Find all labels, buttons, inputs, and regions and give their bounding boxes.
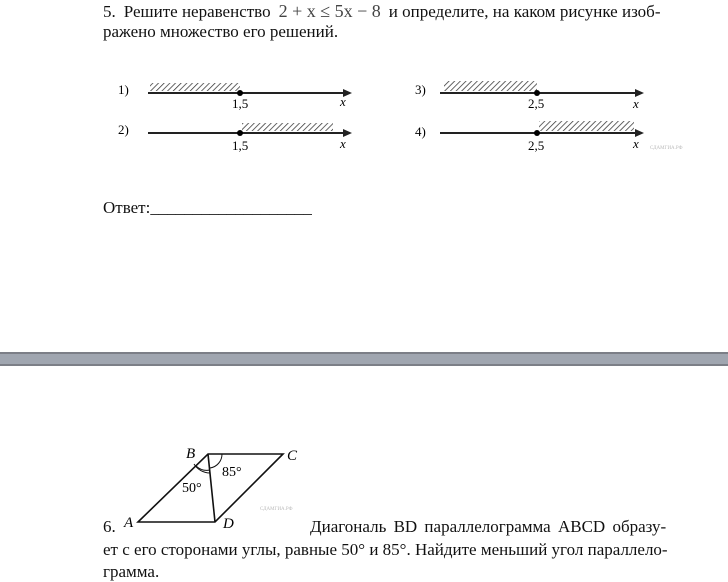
- vertex-d: D: [223, 516, 234, 532]
- point-label: 2,5: [528, 96, 545, 111]
- task6-number: 6.: [103, 517, 116, 536]
- task6-text-line3: грамма.: [103, 562, 160, 581]
- option-label: 3): [415, 82, 426, 97]
- task6-text-line1: Диагональ BD параллелограмма ABCD образу-: [310, 517, 667, 536]
- axis-label: x: [340, 94, 346, 109]
- option-4: [415, 121, 683, 153]
- watermark: СДАМГИА.РФ: [650, 146, 683, 151]
- option-label: 4): [415, 124, 426, 139]
- task5-number: 5.: [103, 2, 116, 21]
- watermark: СДАМГИА.РФ: [260, 507, 293, 512]
- inequality: 2 + x ≤ 5x − 8: [278, 1, 381, 21]
- angle-85: 85°: [222, 465, 242, 480]
- answer-field[interactable]: Ответ:___________________: [103, 198, 312, 217]
- number-lines: [0, 60, 728, 160]
- point-label: 1,5: [232, 96, 249, 111]
- point-label: 2,5: [528, 138, 545, 153]
- task5-text: Решите неравенство: [123, 2, 271, 21]
- task6-text-line2: ет с его сторонами углы, равные 50° и 85°. Найдите меньший угол параллело-: [103, 540, 668, 559]
- axis-label: x: [633, 96, 639, 111]
- option-2: [118, 122, 352, 153]
- task5-text-line2: ражено множество его решений.: [103, 22, 339, 41]
- parallelogram-figure: [100, 440, 340, 535]
- point-label: 1,5: [232, 138, 249, 153]
- option-1: [118, 82, 352, 111]
- page-separator: [0, 352, 728, 366]
- task5-first-line: [103, 1, 661, 22]
- axis-label: x: [633, 136, 639, 151]
- option-label: 2): [118, 122, 129, 137]
- vertex-c: C: [287, 448, 298, 464]
- vertex-b: B: [186, 446, 196, 462]
- task5-text-after: и определите, на каком рисунке изоб-: [388, 2, 661, 21]
- option-label: 1): [118, 82, 129, 97]
- vertex-a: A: [124, 515, 134, 531]
- axis-label: x: [340, 136, 346, 151]
- option-3: [415, 81, 644, 111]
- angle-50: 50°: [182, 481, 202, 496]
